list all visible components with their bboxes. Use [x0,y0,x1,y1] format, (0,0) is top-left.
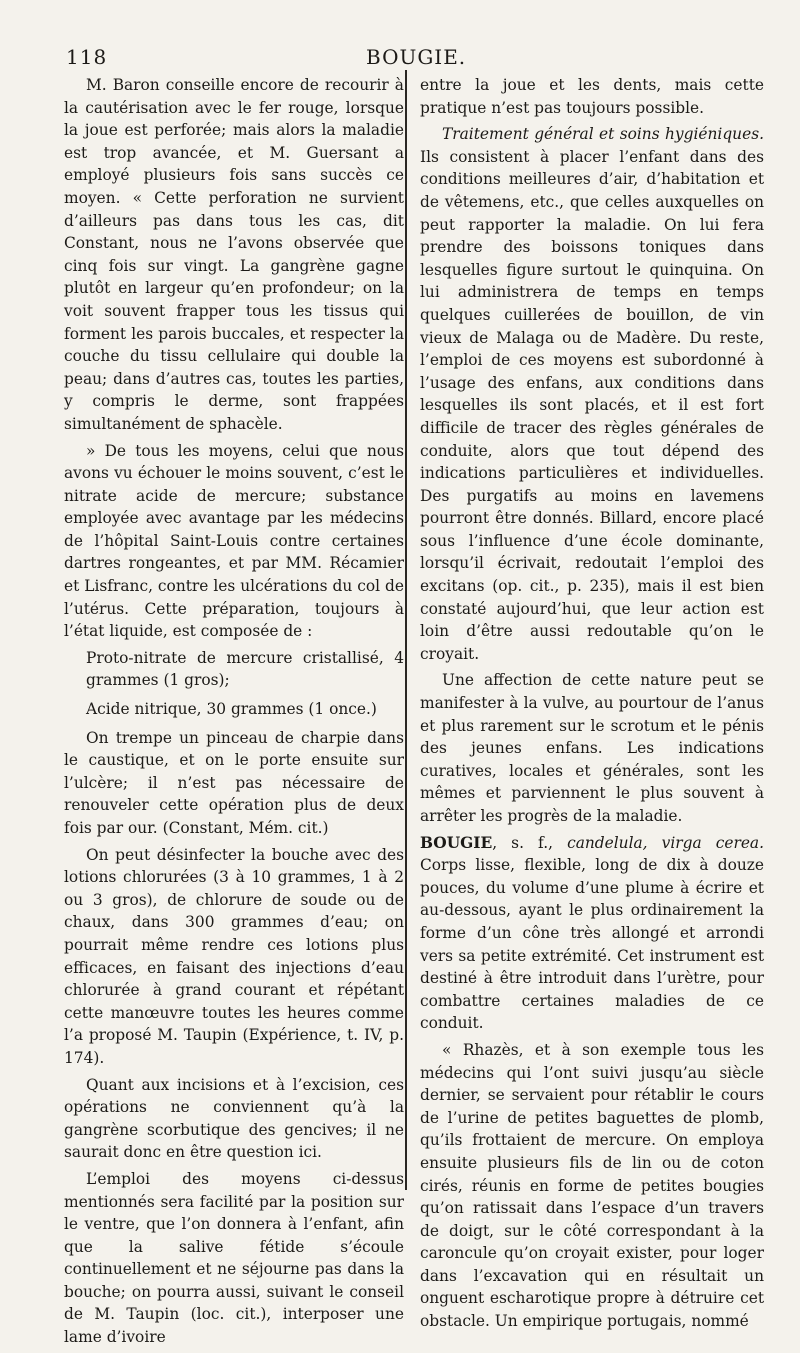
entry-grammar: , s. f., [492,833,568,852]
column-divider [405,70,407,1190]
running-title: BOUGIE. [366,45,467,69]
entry-headword: BOUGIE [420,833,493,852]
entry-latin: candelula, virga cerea. [567,833,764,852]
entry-definition: Corps lisse, flexible, long de dix à douze pouces, du volume d’une plume à écrire et au-dessous, ayant le plus ordinairement la forme d’un cône très allongé et arrondi vers sa petite extrémité. Cet instrument est destiné à être introduit dans l’urètre, pour combattre certaines maladies de ce conduit. [420,856,764,1033]
formula-line: Proto-nitrate de mercure cristallisé, 4 grammes (1 gros); [86,648,404,690]
paragraph-text: Ils consistent à placer l’enfant dans des conditions meilleures d’air, d’habitation et de vêtemens, etc., que celles auxquelles on peut rapporter la maladie. On lui fera prendre des boissons toniques dans lesquelles figure surtout le quinquina. On lui administrera de temps en temps quelques cuillerées de bouillon, de vin vieux de Malaga ou de Madère. Du reste, l’emploi de ces moyens est subordonné à l’usage des enfans, aux conditions dans lesquelles ils sont placés, et il est fort difficile de tracer des règles générales de conduite, alors que tout dépend des indications particulières et individuelles. Des purgatifs au moins en lavemens pourront être donnés. Billard, encore placé sous l’influence d’une école dominante, lorsqu’il écrivait, redoutait l’emploi des excitans (op. cit., p. 235), mais il est bien constaté aujourd’hui, que leur action est loin d’être aussi redoutable qu’on le croyait. [420,147,764,663]
formula-line: Acide nitrique, 30 grammes (1 once.) [86,700,377,719]
paragraph: Une affection de cette nature peut se manifester à la vulve, au pourtour de l’anus et plus rarement sur le scrotum et le pénis des jeunes enfans. Les indications curatives, locales et générales, sont les mêmes et parviennent le plus souvent à arrêter les progrès de la maladie. [420,671,764,825]
paragraph: » De tous les moyens, celui que nous avons vu échouer le moins souvent, c’est le nitrate acide de mercure; substance employée avec avantage par les médecins de l’hôpital Saint-Louis contre certaines dartres rongeantes, et par MM. Récamier et Lisfranc, contre les ulcérations du col de l’utérus. Cette préparation, toujours à l’état liquide, est composée de : [64,441,404,641]
right-column [420,74,764,1337]
paragraph [420,123,764,665]
paragraph: Quant aux incisions et à l’excision, ces opérations ne conviennent qu’à la gangrène scorbutique des gencives; il ne saurait donc en être question ici. [64,1075,404,1162]
paragraph: entre la joue et les dents, mais cette pratique n’est pas toujours possible. [420,76,764,117]
dictionary-entry [420,832,764,1035]
paragraph: M. Baron conseille encore de recourir à la cautérisation avec le fer rouge, lorsque la joue est perforée; mais alors la maladie est trop avancée, et M. Guersant a employé plusieurs fois sans succès ce moyen. « Cette perforation ne survient d’ailleurs pas dans tous les cas, dit Constant, nous ne l’avons observée que cinq fois sur vingt. La gangrène gagne plutôt en largeur qu’en profondeur; on la voit souvent frapper tous les tissus qui forment les parois buccales, et respecter la couche du tissu cellulaire qui double la peau; dans d’autres cas, toutes les parties, y compris le derme, sont frappées simultanément de sphacèle. [64,76,404,433]
paragraph: On peut désinfecter la bouche avec des lotions chlorurées (3 à 10 grammes, 1 à 2 ou 3 gros), de chlorure de soude ou de chaux, dans 300 grammes d’eau; on pourrait même rendre ces lotions plus efficaces, en faisant des injections d’eau chlorurée à grand courant et répétant cette manœuvre toutes les heures comme l’a proposé M. Taupin (Expérience, t. IV, p. 174). [64,845,404,1067]
running-header [66,44,766,70]
paragraph: L’emploi des moyens ci-dessus mentionnés sera facilité par la position sur le ventre, que l’on donnera à l’enfant, afin que la salive fétide s’écoule continuellement et ne séjourne pas dans la bouche; on pourra aussi, suivant le conseil de M. Taupin (loc. cit.), interposer une lame d’ivoire [64,1169,404,1347]
left-column [64,74,404,1353]
page-number: 118 [66,45,108,69]
paragraph: « Rhazès, et à son exemple tous les médecins qui l’ont suivi jusqu’au siècle dernier, se servaient pour rétablir le cours de l’urine de petites baguettes de plomb, qu’ils frottaient de mercure. On employa ensuite plusieurs fils de lin ou de coton cirés, réunis en forme de petites bougies qu’on ratissait dans l’espace d’un travers de doigt, sur le côté correspondant à la caroncule qu’on croyait exister, pour loger dans l’excavation qui en résultait un onguent escharotique propre à détruire cet obstacle. Un empirique portugais, nommé [420,1040,764,1331]
paragraph: On trempe un pinceau de charpie dans le caustique, et on le porte ensuite sur l’ulcère; il n’est pas nécessaire de renouveler cette opération plus de deux fois par our. (Constant, Mém. cit.) [64,728,404,837]
section-title: Traitement général et soins hygiéniques. [442,125,764,144]
